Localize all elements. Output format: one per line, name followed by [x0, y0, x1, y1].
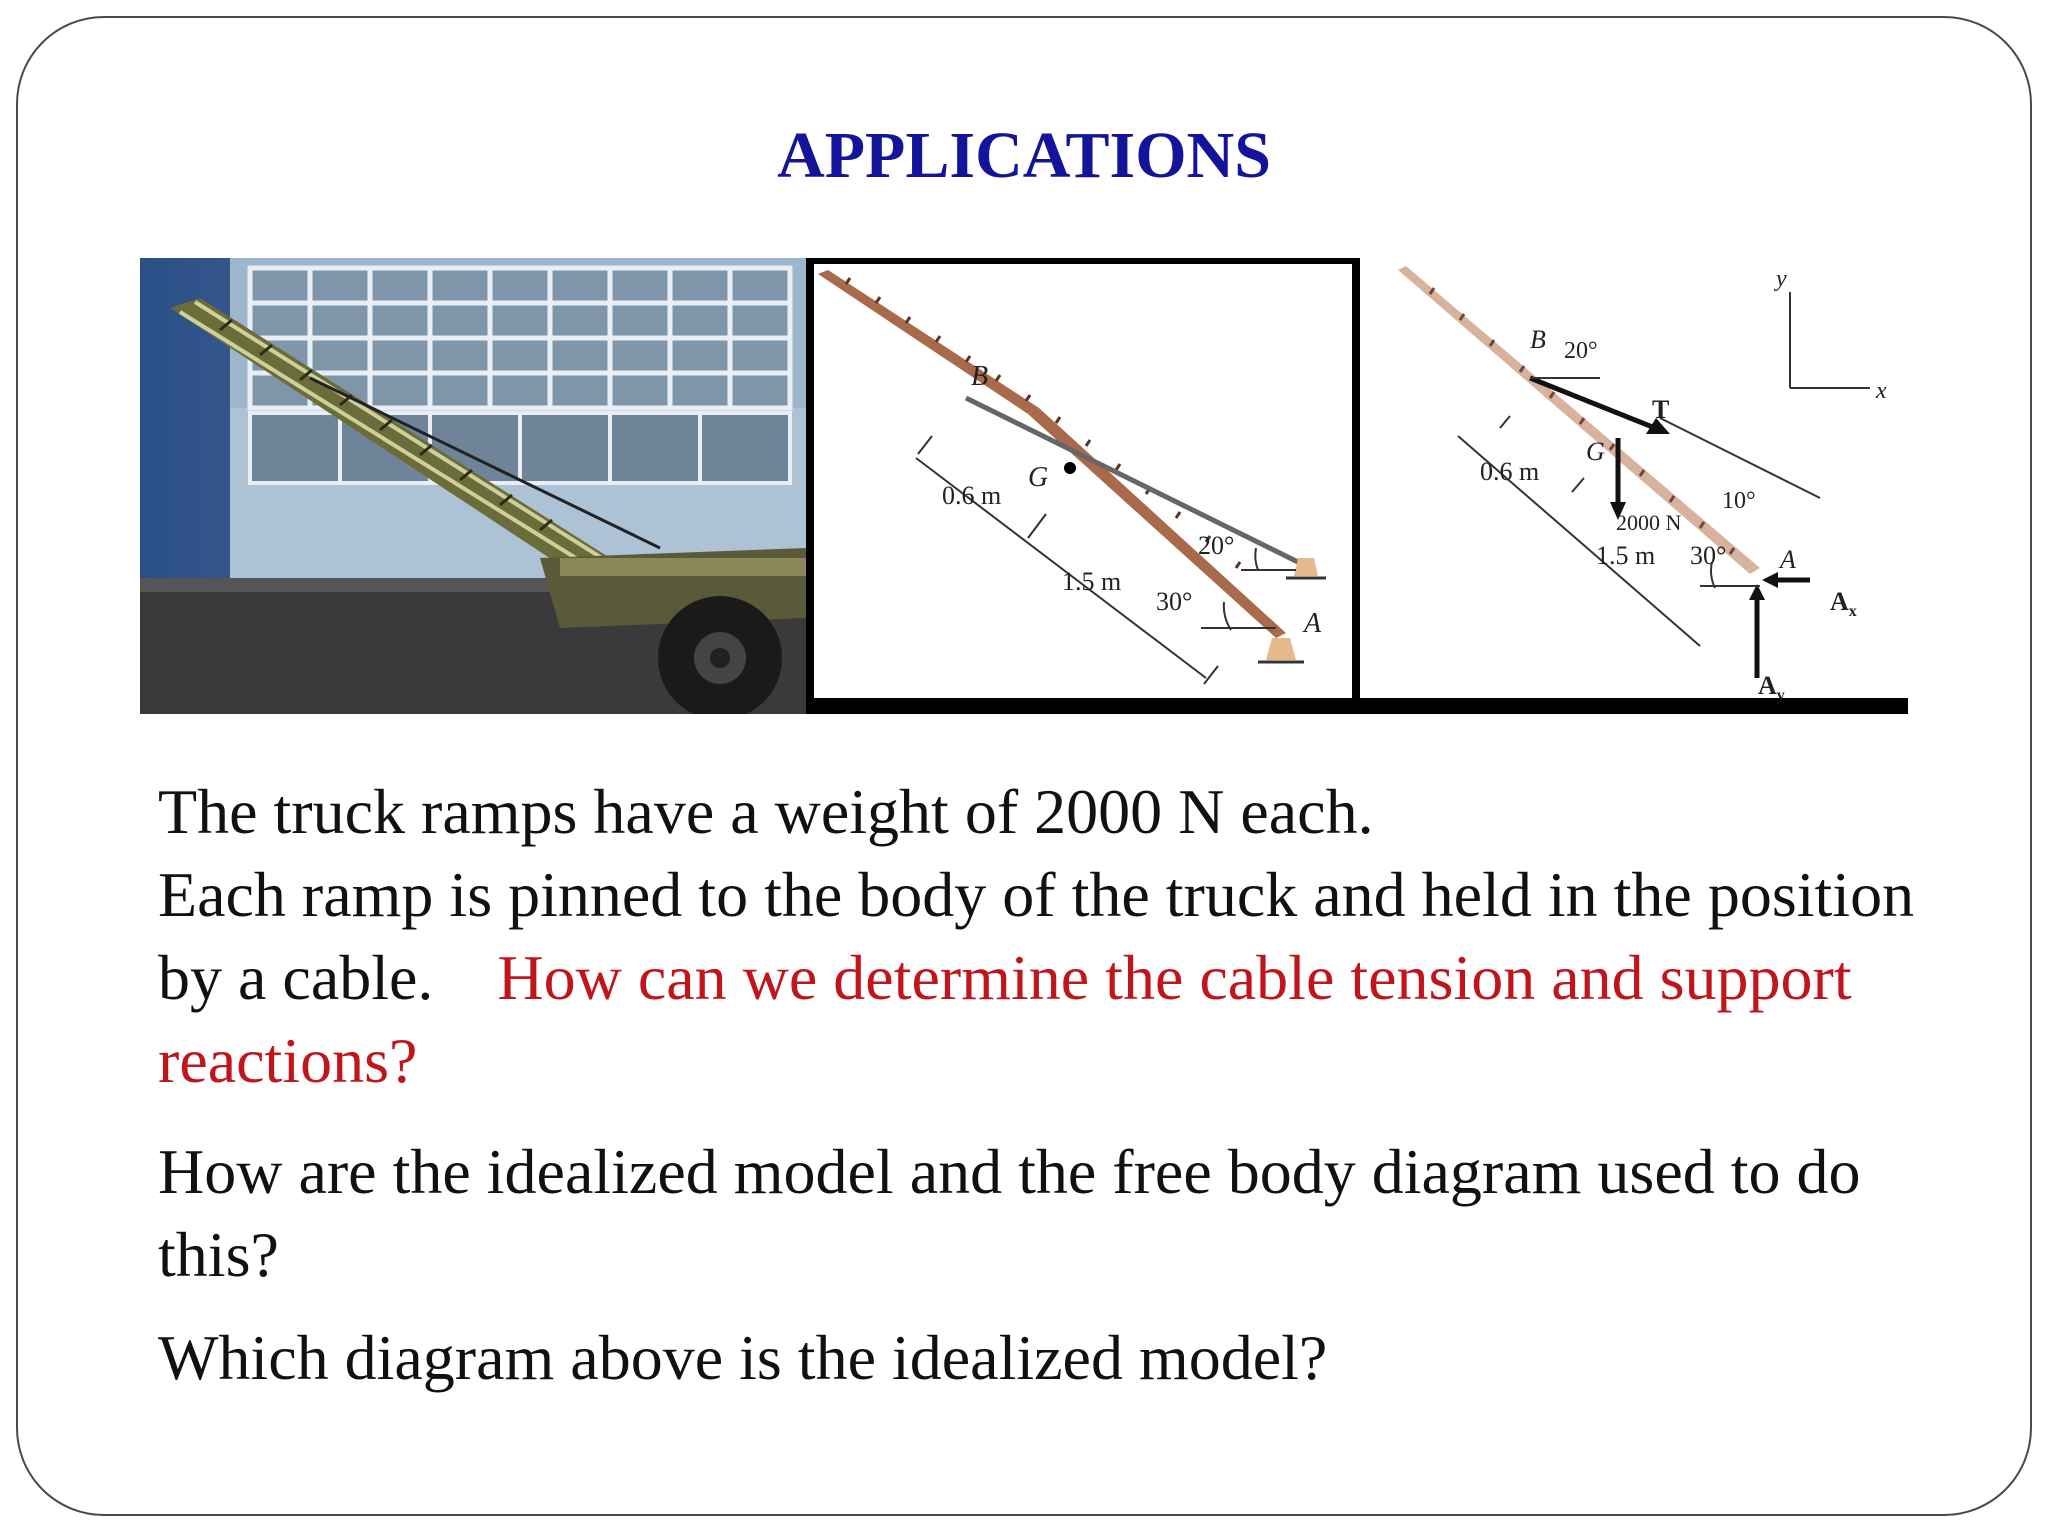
angle-20: 20° [1564, 338, 1598, 364]
dim-1-5m: 1.5 m [1062, 567, 1122, 596]
label-a: A [1304, 608, 1322, 639]
angle-30: 30° [1690, 541, 1727, 570]
question-idealized-model: How are the idealized model and the free body diagram used to do this? [158, 1136, 1861, 1290]
label-b: B [1530, 325, 1546, 354]
label-b: B [971, 361, 989, 392]
label-g: G [1586, 437, 1605, 466]
label-g: G [1028, 462, 1049, 493]
label-x: x [1876, 378, 1887, 404]
paragraph-ramp-weight: The truck ramps have a weight of 2000 N each. Each ramp is pinned to the body of the truck and held in the position by a cable. How can we determine the cable tension and support reactions? [158, 776, 1915, 1096]
slide-body [158, 770, 1958, 1399]
force-ay-label: $A_y$ [1758, 671, 1785, 704]
slide-title: APPLICATIONS [777, 119, 1271, 192]
free-body-diagram [1360, 258, 1908, 714]
angle-30: 30° [1156, 587, 1193, 616]
dim-0-6m: 0.6 m [1480, 457, 1540, 486]
idealized-model-diagram [806, 258, 1360, 714]
weight-label: 2000 N [1616, 510, 1682, 535]
label-y: y [1776, 266, 1787, 292]
force-ax-label: $A_x$ [1830, 587, 1857, 620]
label-a: A [1780, 545, 1796, 574]
question-which-diagram: Which diagram above is the idealized model? [158, 1322, 1328, 1393]
g-point [1064, 462, 1076, 474]
truck-ramp-photo [140, 258, 806, 714]
dim-0-6m: 0.6 m [942, 481, 1002, 510]
question-highlight: How can we determine the cable tension and support reactions? [158, 942, 1852, 1096]
angle-10: 10° [1722, 488, 1756, 514]
angle-20: 20° [1198, 531, 1235, 560]
label-t: T [1652, 395, 1670, 424]
dim-1-5m: 1.5 m [1596, 541, 1656, 570]
